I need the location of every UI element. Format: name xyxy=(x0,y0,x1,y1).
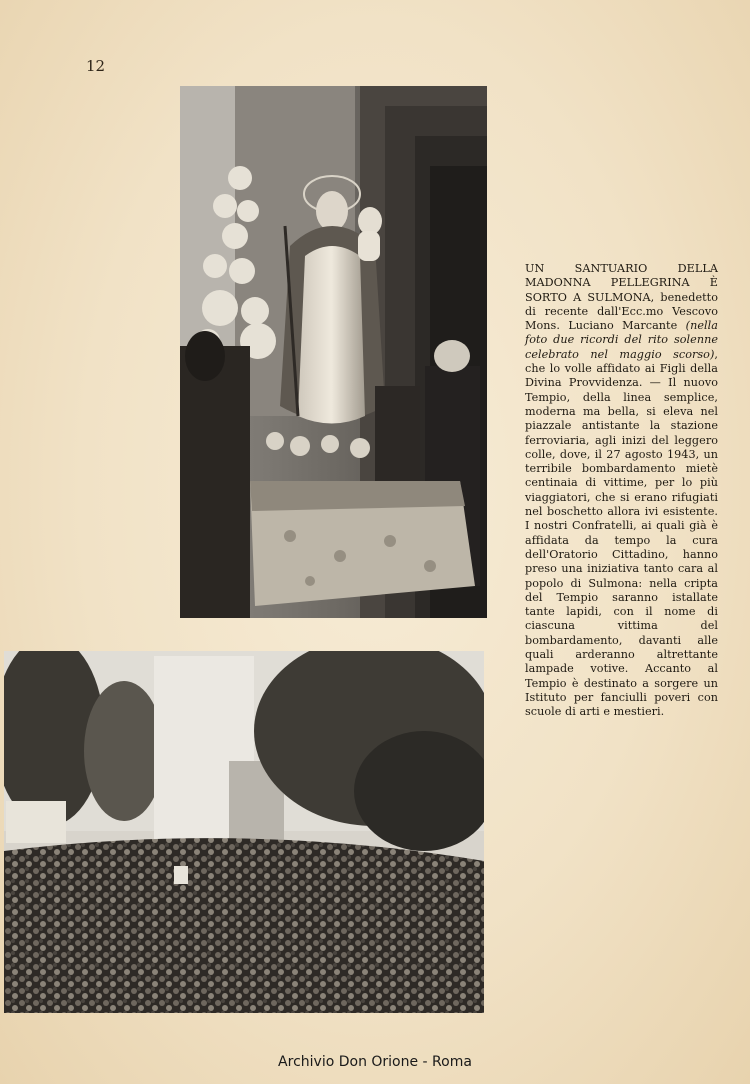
caption-text-2: , che lo volle affidato ai Figli della Divina Provvidenza. — Il nuovo Tempio, della linea semplice, moderna ma bella, si eleva nel piazzale antistante la stazione ferroviaria, agli inizi del leggero colle, dove, il 27 agosto 1943, un terribile bombardamento mietè centinaia di vittime, per lo più viaggiatori, che si erano rifugiati nel boschetto allora ivi esistente. I nostri Confratelli, ai quali già è affidata da tempo la cura dell'Oratorio Cittadino, hanno preso una iniziativa tanto cara al popolo di Sulmona: nella cripta del Tempio saranno istallate tante lapidi, con il nome di ciascuna vittima del bombardamento, davanti alle quali arderanno altrettante lampade votive. Accanto al Tempio è destinato a sorgere un Istituto per fanciulli poveri con scuole di arti e mestieri. xyxy=(525,347,718,719)
caption-text-1: benedetto di recente dall'Ecc.mo Vescovo Mons. Luciano Marcante xyxy=(525,290,718,333)
photo-madonna-statue xyxy=(180,86,487,618)
caption-italic-note: (nella foto due ricordi del rito solenne celebrato nel maggio scorso) xyxy=(525,319,718,361)
archive-footer: Archivio Don Orione - Roma xyxy=(278,1054,472,1070)
photo-caption xyxy=(525,262,718,720)
page-number: 12 xyxy=(86,57,106,75)
photo-crowd-sanctuary xyxy=(4,651,484,1013)
caption-lead: UN SANTUARIO DELLA MADONNA PELLEGRINA È SORTO A SULMONA, xyxy=(525,262,718,304)
